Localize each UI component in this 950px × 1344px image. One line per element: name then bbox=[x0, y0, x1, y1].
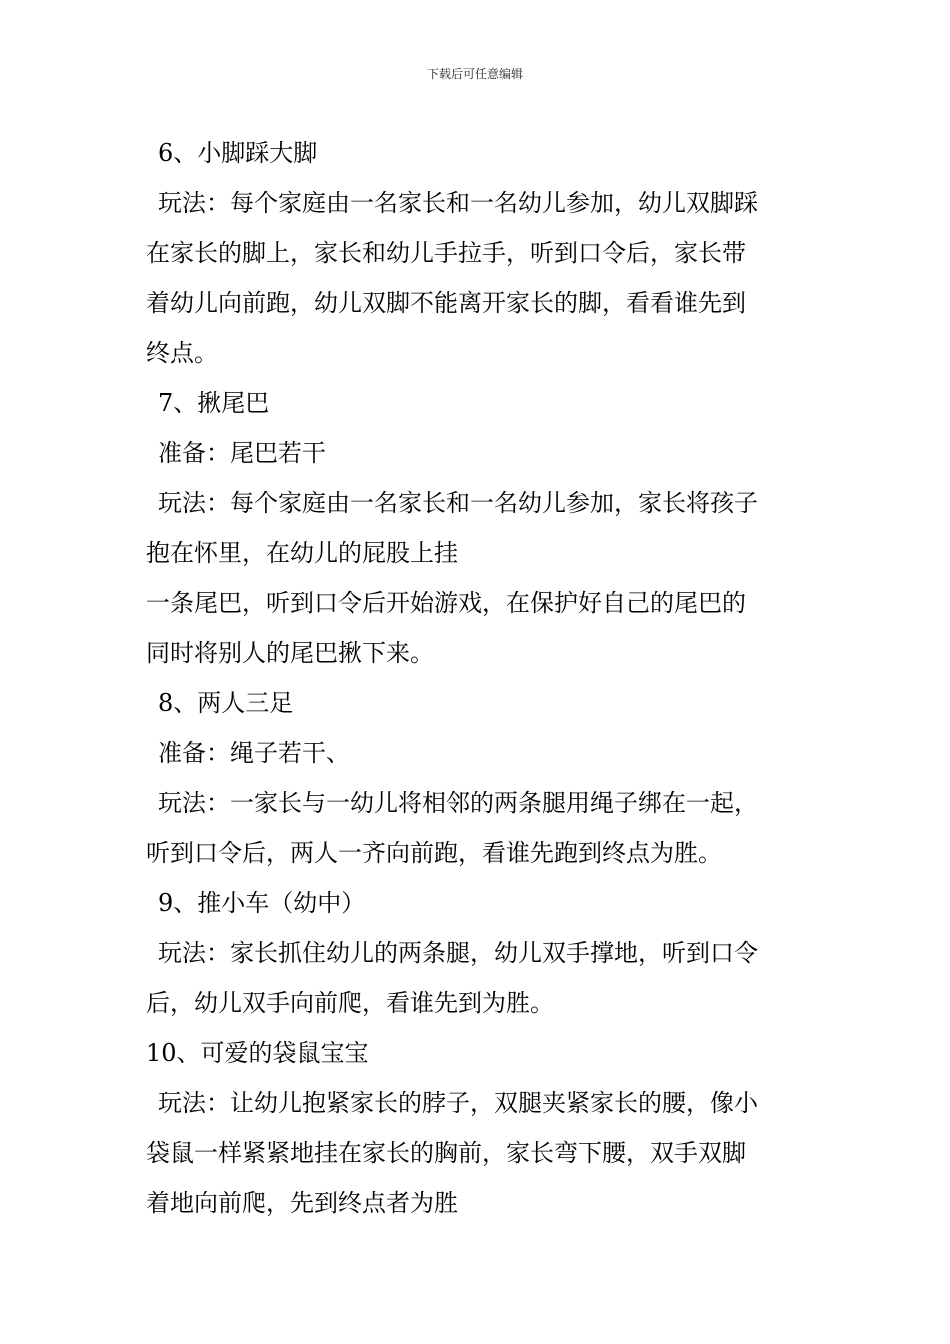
section-heading-10: 10、可爱的袋鼠宝宝 bbox=[146, 1039, 369, 1067]
section-heading-7: 7、揪尾巴 bbox=[158, 389, 270, 417]
paragraph-line: 着幼儿向前跑，幼儿双脚不能离开家长的脚，看看谁先到 bbox=[146, 289, 746, 317]
paragraph-line: 玩法：一家长与一幼儿将相邻的两条腿用绳子绑在一起， bbox=[158, 789, 758, 817]
paragraph-line: 准备：尾巴若干 bbox=[158, 439, 326, 467]
paragraph-line: 着地向前爬，先到终点者为胜 bbox=[146, 1189, 458, 1217]
paragraph-line: 袋鼠一样紧紧地挂在家长的胸前，家长弯下腰，双手双脚 bbox=[146, 1139, 746, 1167]
section-heading-6: 6、小脚踩大脚 bbox=[158, 139, 318, 167]
paragraph-line: 玩法：每个家庭由一名家长和一名幼儿参加，家长将孩子 bbox=[158, 489, 758, 517]
paragraph-line: 同时将别人的尾巴揪下来。 bbox=[146, 639, 434, 667]
paragraph-line: 在家长的脚上，家长和幼儿手拉手，听到口令后，家长带 bbox=[146, 239, 746, 267]
section-heading-8: 8、两人三足 bbox=[158, 689, 294, 717]
paragraph-line: 玩法：家长抓住幼儿的两条腿，幼儿双手撑地，听到口令 bbox=[158, 939, 758, 967]
paragraph-line: 玩法：每个家庭由一名家长和一名幼儿参加，幼儿双脚踩 bbox=[158, 189, 758, 217]
paragraph-line: 玩法：让幼儿抱紧家长的脖子，双腿夹紧家长的腰，像小 bbox=[158, 1089, 758, 1117]
paragraph-line: 一条尾巴，听到口令后开始游戏，在保护好自己的尾巴的 bbox=[146, 589, 746, 617]
page-header: 下载后可任意编辑 bbox=[426, 67, 523, 81]
paragraph-line: 准备：绳子若干、 bbox=[158, 739, 350, 767]
paragraph-line: 终点。 bbox=[146, 339, 218, 367]
paragraph-line: 后，幼儿双手向前爬，看谁先到为胜。 bbox=[146, 989, 554, 1017]
paragraph-line: 听到口令后，两人一齐向前跑，看谁先跑到终点为胜。 bbox=[146, 839, 722, 867]
section-heading-9: 9、推小车（幼中） bbox=[158, 889, 366, 917]
paragraph-line: 抱在怀里，在幼儿的屁股上挂 bbox=[146, 539, 458, 567]
document-body bbox=[146, 128, 816, 1228]
